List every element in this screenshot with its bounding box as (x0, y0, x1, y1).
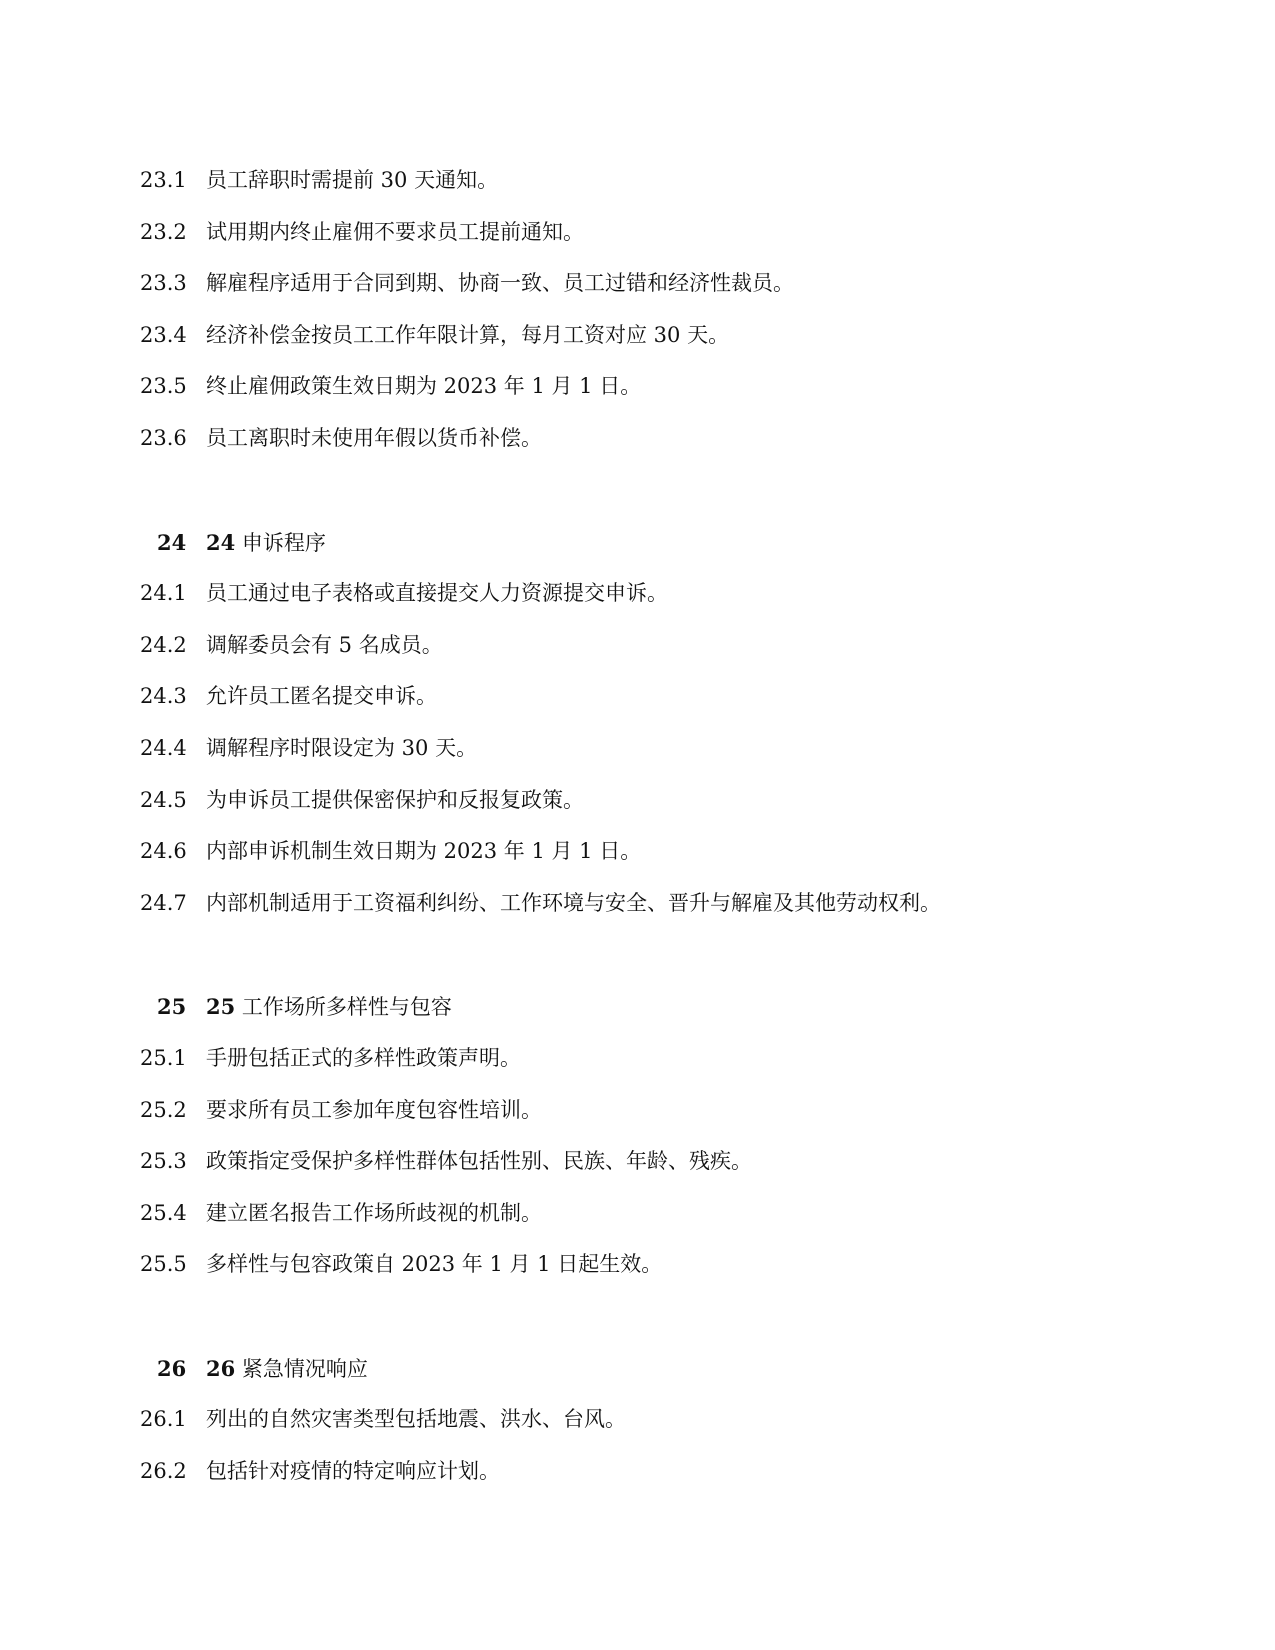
heading-number: 24 (157, 529, 187, 555)
heading-title-text: 紧急情况响应 (241, 1356, 368, 1381)
item-number: 23.4 (140, 322, 187, 347)
item-number: 25.3 (140, 1149, 187, 1174)
heading-title-number: 24 (206, 529, 236, 555)
section-23 (140, 155, 1140, 465)
list-item (140, 568, 1140, 620)
item-number: 23.3 (140, 271, 187, 296)
item-number: 24.4 (140, 735, 187, 760)
item-text: 员工离职时未使用年假以货币补偿。 (206, 425, 542, 450)
item-text: 内部申诉机制生效日期为 2023 年 1 月 1 日。 (206, 839, 642, 864)
heading-number: 25 (157, 994, 187, 1020)
item-number: 24.1 (140, 581, 187, 606)
heading-title (206, 1343, 1140, 1396)
item-number: 25.1 (140, 1045, 187, 1070)
item-text: 终止雇佣政策生效日期为 2023 年 1 月 1 日。 (206, 374, 642, 399)
list-item (140, 1446, 1140, 1498)
item-number: 24.6 (140, 839, 187, 864)
item-number: 25.5 (140, 1252, 187, 1277)
list-item (140, 1033, 1140, 1085)
list-item (140, 826, 1140, 878)
heading-title (206, 981, 1140, 1034)
list-item (140, 775, 1140, 827)
heading-title-text: 工作场所多样性与包容 (241, 995, 452, 1020)
item-number: 24.5 (140, 787, 187, 812)
section-26 (140, 1343, 1140, 1498)
item-number: 23.5 (140, 374, 187, 399)
item-text: 员工辞职时需提前 30 天通知。 (206, 168, 499, 192)
list-item (140, 671, 1140, 723)
item-text: 调解程序时限设定为 30 天。 (206, 735, 478, 760)
item-text: 政策指定受保护多样性群体包括性别、民族、年龄、残疾。 (206, 1149, 752, 1174)
list-item (140, 878, 1140, 930)
section-heading (140, 517, 1140, 569)
list-item (140, 1188, 1140, 1240)
item-number: 25.2 (140, 1097, 187, 1122)
item-number: 26.2 (140, 1459, 187, 1484)
item-text: 试用期内终止雇佣不要求员工提前通知。 (206, 219, 584, 244)
item-text: 调解委员会有 5 名成员。 (206, 632, 443, 657)
item-text: 经济补偿金按员工工作年限计算，每月工资对应 30 天。 (206, 322, 730, 347)
section-heading (140, 1343, 1140, 1395)
item-text: 建立匿名报告工作场所歧视的机制。 (206, 1200, 542, 1225)
item-text: 包括针对疫情的特定响应计划。 (206, 1459, 500, 1484)
list-item (140, 1239, 1140, 1291)
list-item (140, 207, 1140, 259)
heading-title-number: 26 (206, 1355, 236, 1381)
item-text: 解雇程序适用于合同到期、协商一致、员工过错和经济性裁员。 (206, 271, 794, 296)
list-item (140, 361, 1140, 413)
item-number: 24.7 (140, 890, 187, 915)
item-number: 23.2 (140, 219, 187, 244)
list-item (140, 1085, 1140, 1137)
list-item (140, 310, 1140, 362)
section-24 (140, 517, 1140, 930)
heading-title (206, 517, 1140, 570)
item-number: 25.4 (140, 1200, 187, 1225)
item-text: 手册包括正式的多样性政策声明。 (206, 1045, 521, 1070)
item-text: 为申诉员工提供保密保护和反报复政策。 (206, 787, 584, 812)
item-text: 要求所有员工参加年度包容性培训。 (206, 1097, 542, 1122)
list-item (140, 723, 1140, 775)
item-number: 23.6 (140, 425, 187, 450)
item-number: 26.1 (140, 1407, 187, 1432)
section-25 (140, 981, 1140, 1291)
item-text: 允许员工匿名提交申诉。 (206, 684, 437, 709)
list-item (140, 258, 1140, 310)
list-item (140, 1394, 1140, 1446)
heading-number: 26 (157, 1355, 187, 1381)
heading-title-text: 申诉程序 (241, 530, 326, 555)
document-body (140, 155, 1140, 1498)
item-text: 列出的自然灾害类型包括地震、洪水、台风。 (206, 1407, 626, 1432)
item-number: 24.3 (140, 684, 187, 709)
item-text: 多样性与包容政策自 2023 年 1 月 1 日起生效。 (206, 1252, 663, 1277)
list-item (140, 620, 1140, 672)
list-item (140, 1136, 1140, 1188)
item-text: 内部机制适用于工资福利纠纷、工作环境与安全、晋升与解雇及其他劳动权利。 (206, 890, 941, 915)
section-heading (140, 981, 1140, 1033)
item-number: 24.2 (140, 632, 187, 657)
item-text: 员工通过电子表格或直接提交人力资源提交申诉。 (206, 581, 668, 606)
item-number: 23.1 (140, 168, 187, 192)
list-item (140, 155, 1140, 207)
heading-title-number: 25 (206, 994, 236, 1020)
list-item (140, 413, 1140, 465)
